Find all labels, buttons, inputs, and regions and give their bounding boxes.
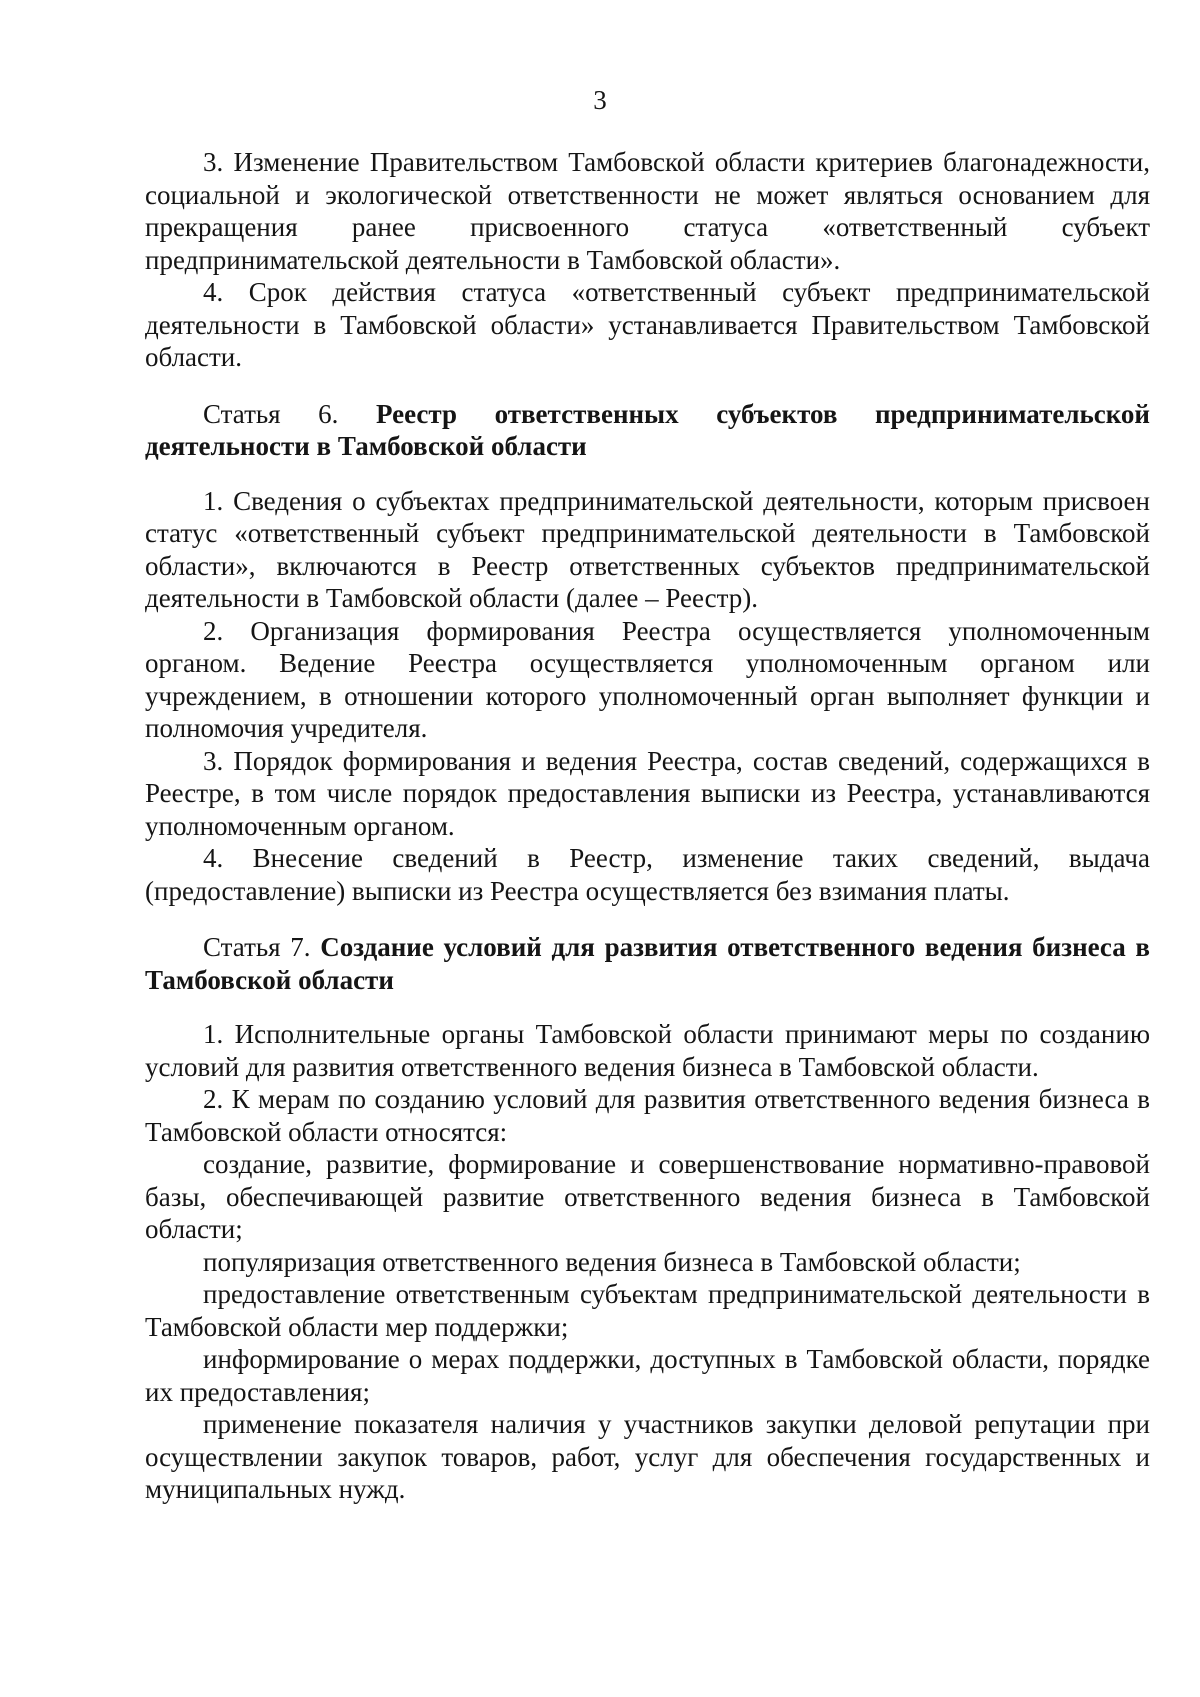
article-6-label: Статья 6. — [203, 398, 339, 429]
paragraph-status-term: 4. Срок действия статуса «ответственный субъект предпринимательской деятельности в Тамбовской области» устанавливается Правительством Тамбовской области. — [145, 277, 1150, 372]
article-7-measure-procurement: применение показателя наличия у участников закупки деловой репутации при осуществлении закупок товаров, работ, услуг для обеспечения государственных и муниципальных нужд. — [145, 1409, 1150, 1504]
article-7-measure-popularization: популяризация ответственного ведения бизнеса в Тамбовской области; — [203, 1246, 1021, 1277]
article-7-measure-legal-base: создание, развитие, формирование и совершенствование нормативно-правовой базы, обеспечивающей развитие ответственного ведения бизнеса в Тамбовской области; — [145, 1149, 1150, 1244]
article-6-item-3: 3. Порядок формирования и ведения Реестра, состав сведений, содержащихся в Реестре, в том числе порядок предоставления выписки из Реестра, устанавливаются уполномоченным органом. — [145, 745, 1150, 841]
article-7-heading — [145, 931, 1150, 996]
document-body — [145, 146, 1150, 1506]
page-number: 3 — [593, 85, 607, 115]
article-7-measure-informing: информирование о мерах поддержки, доступных в Тамбовской области, порядке их предоставления; — [145, 1344, 1150, 1407]
article-6-item-2: 2. Организация формирования Реестра осуществляется уполномоченным органом. Ведение Реестра осуществляется уполномоченным органом или учреждением, в отношении которого уполномоченный орган выполняет функции и полномочия учредителя. — [145, 615, 1150, 743]
article-7-item-2: 2. К мерам по созданию условий для развития ответственного ведения бизнеса в Тамбовской области относятся: — [145, 1084, 1150, 1147]
article-6-heading — [145, 398, 1150, 463]
article-7-measure-support: предоставление ответственным субъектам предпринимательской деятельности в Тамбовской области мер поддержки; — [145, 1279, 1150, 1342]
article-7-title: Создание условий для развития ответственного ведения бизнеса в Тамбовской области — [145, 932, 1150, 995]
article-6-item-1: 1. Сведения о субъектах предпринимательской деятельности, которым присвоен статус «ответственный субъект предпринимательской деятельности в Тамбовской области», включаются в Реестр ответственных субъектов предпринимательской деятельности в Тамбовской области (далее – Реестр). — [145, 485, 1150, 613]
article-6-item-4: 4. Внесение сведений в Реестр, изменение таких сведений, выдача (предоставление) выписки из Реестра осуществляется без взимания платы. — [145, 843, 1150, 906]
paragraph-status-criteria: 3. Изменение Правительством Тамбовской области критериев благонадежности, социальной и экологической ответственности не может являться основанием для прекращения ранее присвоенного статуса «ответственный субъект предпринимательской деятельности в Тамбовской области». — [145, 147, 1150, 275]
article-7-item-1: 1. Исполнительные органы Тамбовской области принимают меры по созданию условий для развития ответственного ведения бизнеса в Тамбовской области. — [145, 1019, 1150, 1082]
article-7-label: Статья 7. — [203, 932, 311, 962]
article-6-title: Реестр ответственных субъектов предпринимательской деятельности в Тамбовской области — [145, 398, 1150, 461]
